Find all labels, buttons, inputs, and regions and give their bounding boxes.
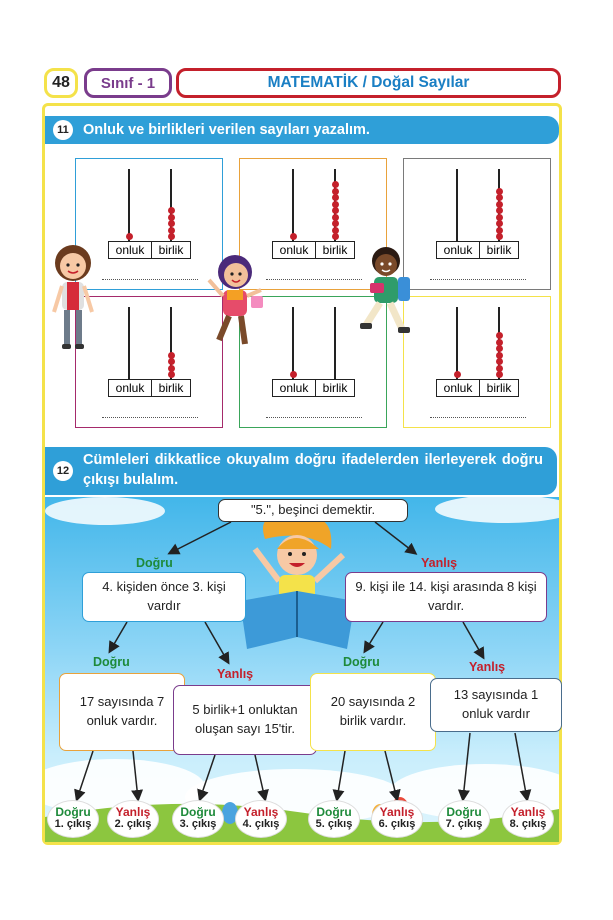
abacus-bead (332, 188, 339, 195)
page-number: 48 (52, 74, 70, 91)
flow-arrow (170, 522, 231, 553)
abacus-bead (496, 214, 503, 221)
l2-box-3 (310, 673, 436, 751)
l1-label-dogru: Doğru (136, 556, 173, 570)
exit-circle (308, 800, 360, 838)
page-number-box (44, 68, 78, 98)
abacus-bead (168, 207, 175, 214)
onluk-rod (292, 307, 294, 379)
exit-number: 3. çıkış (179, 817, 217, 830)
l2-label-2: Yanlış (217, 667, 254, 681)
exit-answer-label: Doğru (180, 805, 216, 819)
exit-circle (172, 800, 224, 838)
abacus-bead (496, 371, 503, 378)
exit-circle (502, 800, 554, 838)
exit-circle (235, 800, 287, 838)
start-statement (218, 499, 408, 522)
onluk-rod (456, 169, 458, 241)
exit-answer-label: Yanlış (379, 805, 415, 819)
page-title: MATEMATİK / Doğal Sayılar (267, 74, 470, 91)
abacus-bead (496, 194, 503, 201)
l2-label-3: Doğru (343, 655, 380, 669)
flow-arrow (515, 733, 527, 799)
abacus-bead (496, 365, 503, 372)
birlik-label: birlik (486, 381, 512, 395)
exit-number: 4. çıkış (242, 817, 280, 830)
q11-header (45, 116, 559, 144)
exit-number: 1. çıkış (54, 817, 92, 830)
abacus-bead (496, 358, 503, 365)
abacus-bead (496, 227, 503, 234)
onluk-label: onluk (437, 380, 480, 396)
exit-number: 7. çıkış (445, 817, 483, 830)
q12-instruction: Cümleleri dikkatlice okuyalım doğru ifadelerden ilerleyerek doğru çıkışı bulalım. (83, 452, 543, 488)
l2-label-4: Yanlış (469, 660, 506, 674)
abacus-bead (496, 188, 503, 195)
exit-number: 5. çıkış (315, 817, 353, 830)
abacus-bead (168, 214, 175, 221)
onluk-rod (128, 307, 130, 379)
exit-number: 6. çıkış (378, 817, 416, 830)
grade-label: Sınıf - 1 (100, 74, 156, 92)
abacus-bead (168, 365, 175, 372)
exit-circle (438, 800, 490, 838)
onluk-rod (292, 169, 294, 241)
title-box (176, 68, 561, 98)
girl-character-left (48, 238, 98, 356)
exit-circle (47, 800, 99, 838)
abacus-bead (332, 233, 339, 240)
onluk-rod (456, 307, 458, 379)
exit-number: 8. çıkış (509, 817, 547, 830)
l2-box-1 (59, 673, 185, 751)
exit-circle (371, 800, 423, 838)
answer-line[interactable] (102, 279, 198, 280)
flow-arrow (337, 751, 345, 799)
abacus-bead (496, 345, 503, 352)
q11-number: 11 (53, 120, 73, 140)
abacus-bead (496, 332, 503, 339)
abacus-box (403, 158, 551, 290)
abacus-bead (168, 358, 175, 365)
flow-arrow (77, 751, 93, 799)
abacus-bead (332, 220, 339, 227)
l1-box-left-text: 4. kişiden önce 3. kişi vardır (102, 579, 226, 613)
flow-arrow (463, 622, 483, 657)
abacus-bead (168, 233, 175, 240)
flowchart-scene (45, 497, 559, 842)
flow-arrow (200, 755, 215, 799)
abacus-bead (496, 339, 503, 346)
onluk-rod (128, 169, 130, 241)
onluk-label: onluk (273, 380, 316, 396)
answer-line[interactable] (430, 417, 526, 418)
onluk-label: onluk (273, 242, 316, 258)
exit-answer-label: Doğru (316, 805, 352, 819)
l2-box-2 (173, 685, 317, 755)
flow-arrow (205, 622, 228, 662)
abacus-bead (496, 233, 503, 240)
exit-number: 2. çıkış (114, 817, 152, 830)
exit-answer-label: Yanlış (243, 805, 279, 819)
exit-answer-label: Doğru (446, 805, 482, 819)
birlik-label: birlik (158, 381, 184, 395)
l1-label-yanlis: Yanlış (421, 556, 458, 570)
l1-box-right (345, 572, 547, 622)
l1-box-left (82, 572, 246, 622)
abacus-bead (332, 214, 339, 221)
flow-arrow (375, 522, 415, 553)
exit-answer-label: Doğru (55, 805, 91, 819)
abacus-bead (168, 227, 175, 234)
q12-header (45, 447, 557, 495)
answer-line[interactable] (102, 417, 198, 418)
place-value-label (272, 241, 355, 259)
birlik-label: birlik (322, 243, 348, 257)
abacus-bead (290, 371, 297, 378)
abacus-bead (168, 352, 175, 359)
q11-instruction: Onluk ve birlikleri verilen sayıları yazalım. (83, 122, 370, 138)
abacus-bead (332, 201, 339, 208)
l2-box-4 (430, 678, 562, 732)
exit-answer-label: Yanlış (115, 805, 151, 819)
abacus-bead (126, 233, 133, 240)
answer-line[interactable] (266, 417, 362, 418)
l1-box-right-text: 9. kişi ile 14. kişi arasında 8 kişi vardır. (355, 579, 537, 613)
start-statement-text: "5.", beşinci demektir. (250, 502, 376, 518)
l2-label-1: Doğru (93, 655, 130, 669)
abacus-bead (332, 194, 339, 201)
abacus-bead (496, 352, 503, 359)
girl-character-jumping (205, 250, 265, 350)
birlik-label: birlik (322, 381, 348, 395)
abacus-bead (454, 371, 461, 378)
birlik-label: birlik (158, 243, 184, 257)
abacus-bead (496, 220, 503, 227)
flow-arrow (463, 733, 470, 799)
place-value-label (436, 241, 519, 259)
abacus-bead (290, 233, 297, 240)
l2-box-1-text: 17 sayısında 7 onluk vardır. (79, 694, 165, 728)
onluk-label: onluk (109, 242, 152, 258)
birlik-rod (334, 307, 336, 379)
flow-arrow (133, 751, 138, 799)
abacus-bead (332, 181, 339, 188)
birlik-label: birlik (486, 243, 512, 257)
place-value-label (272, 379, 355, 397)
onluk-label: onluk (437, 242, 480, 258)
exit-circle (107, 800, 159, 838)
l2-box-3-text: 20 sayısında 2 birlik vardır. (330, 694, 416, 728)
boy-character-running (358, 243, 416, 341)
answer-line[interactable] (430, 279, 526, 280)
abacus-bead (332, 227, 339, 234)
l2-box-4-text: 13 sayısında 1 onluk vardır (453, 687, 539, 721)
flow-arrow (385, 751, 397, 799)
flow-arrow (110, 622, 127, 651)
flow-arrow (255, 755, 265, 799)
place-value-label (436, 379, 519, 397)
abacus-bead (332, 207, 339, 214)
flow-arrow (365, 622, 383, 651)
place-value-label (108, 379, 191, 397)
abacus-bead (168, 371, 175, 378)
grade-box (84, 68, 172, 98)
abacus-box (403, 296, 551, 428)
exit-answer-label: Yanlış (510, 805, 546, 819)
q12-number: 12 (53, 461, 73, 481)
onluk-label: onluk (109, 380, 152, 396)
answer-line[interactable] (266, 279, 362, 280)
abacus-bead (168, 220, 175, 227)
l2-box-2-text: 5 birlik+1 onluktan oluşan sayı 15'tir. (192, 702, 298, 736)
abacus-bead (496, 201, 503, 208)
place-value-label (108, 241, 191, 259)
abacus-bead (496, 207, 503, 214)
